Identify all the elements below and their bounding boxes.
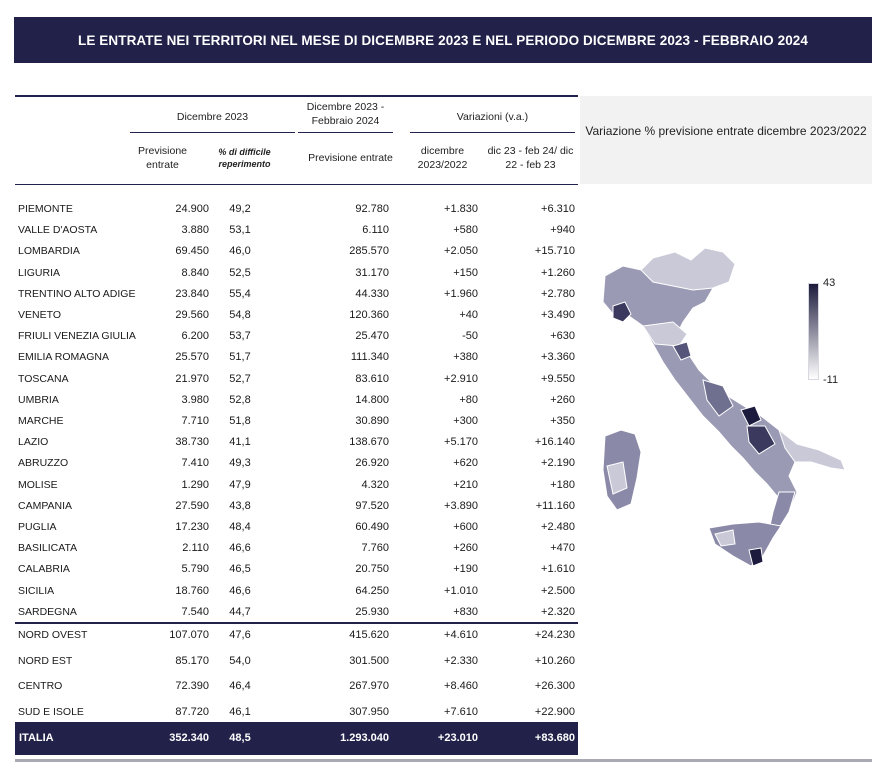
row-label: SUD E ISOLE [18,705,84,718]
row-prev-period: 26.920 [355,457,389,470]
row-label: FRIULI VENEZIA GIULIA [18,330,136,343]
map-legend-min: -11 [823,374,839,386]
row-prev-period: 6.110 [362,224,389,237]
row-prev: 107.070 [169,629,209,641]
row-label: CENTRO [18,680,63,692]
table-row [15,476,578,497]
row-var-dic: +620 [453,457,478,470]
table-row [15,264,578,285]
row-var-dic: -50 [462,330,478,343]
row-var-period: +2.190 [541,457,575,470]
total-label: ITALIA [19,732,54,744]
row-diff: 53,1 [229,224,251,237]
row-var-period: +22.900 [534,705,575,718]
table-row [15,370,578,391]
total-var-dic: +23.010 [437,732,478,744]
map-legend-scale [808,283,819,380]
header-underline-dic [130,132,295,133]
row-prev: 17.230 [175,521,209,533]
row-var-dic: +2.910 [444,372,478,385]
total-diff: 48,5 [229,732,251,744]
table-row [15,433,578,454]
row-var-period: +24.230 [534,629,575,641]
row-label: MARCHE [18,415,64,427]
row-prev-period: 25.470 [355,330,389,343]
row-prev-period: 111.340 [350,351,389,364]
row-prev: 38.730 [175,436,209,449]
header-bottom-rule [15,184,578,185]
row-prev: 29.560 [175,309,209,321]
row-diff: 46,5 [229,563,251,576]
row-var-dic: +7.610 [444,705,478,718]
table-row [15,412,578,433]
row-diff: 49,3 [229,457,251,470]
row-prev-period: 30.890 [355,415,389,427]
table-row [15,242,578,263]
row-prev: 69.450 [175,245,209,258]
row-prev: 8.840 [181,266,209,279]
row-var-dic: +40 [459,309,478,321]
row-prev: 7.410 [181,457,209,470]
row-prev-period: 64.250 [355,584,389,597]
total-var-period: +83.680 [534,732,575,744]
table-row [15,200,578,221]
row-prev: 2.110 [182,542,209,555]
row-var-period: +3.490 [541,309,575,321]
row-diff: 52,7 [229,372,251,385]
row-var-period: +10.260 [534,654,575,667]
row-label: NORD OVEST [18,629,88,641]
row-label: VALLE D'AOSTA [18,224,98,237]
table-row [15,539,578,560]
row-prev: 18.760 [175,584,209,597]
italy-choropleth-map [583,230,853,575]
row-prev-period: 415.620 [349,629,389,641]
table-row [15,497,578,518]
row-var-period: +2.780 [541,287,575,300]
row-label: TOSCANA [18,372,69,385]
row-label: UMBRIA [18,393,59,406]
row-diff: 44,7 [229,605,251,618]
table-top-rule [15,95,578,97]
row-label: CALABRIA [18,563,70,576]
row-prev: 7.710 [181,415,209,427]
row-var-dic: +1.960 [444,287,478,300]
row-prev-period: 267.970 [349,680,389,692]
row-var-period: +6.310 [541,203,575,215]
table-row [15,391,578,412]
row-diff: 47,9 [229,478,251,491]
row-prev-period: 83.610 [355,372,389,385]
row-label: ABRUZZO [18,457,69,470]
row-var-period: +630 [550,330,575,343]
row-prev-period: 4.320 [361,478,389,491]
header-underline-period [298,132,393,133]
map-legend-max: 43 [823,277,836,289]
map-title: Variazione % previsione entrate dicembre 2023/2022 [585,124,867,138]
row-prev-period: 7.760 [361,542,389,555]
row-var-period: +2.480 [541,521,575,533]
row-diff: 46,6 [229,584,251,597]
row-var-period: +1.610 [541,563,575,576]
row-var-period: +11.160 [535,499,575,512]
table-row [15,285,578,306]
table-row [15,221,578,242]
row-label: LIGURIA [18,266,61,279]
map-header-panel [580,96,872,184]
table-row [15,327,578,348]
row-var-dic: +5.170 [444,436,478,449]
row-var-dic: +210 [453,478,478,491]
total-row [15,722,578,755]
header-var-dic: dicembre 2023/2022 [417,145,468,171]
row-var-dic: +3.890 [444,499,478,512]
row-diff: 51,8 [229,415,251,427]
row-label: MOLISE [18,478,58,491]
row-label: SARDEGNA [18,605,77,618]
row-var-dic: +830 [453,605,478,618]
row-prev-period: 25.930 [355,605,389,618]
row-label: PUGLIA [18,521,57,533]
row-diff: 46,1 [229,705,251,718]
row-var-period: +940 [550,224,575,237]
table-row [15,652,578,673]
row-var-period: +16.140 [534,436,575,449]
row-var-period: +15.710 [534,245,575,258]
row-diff: 54,0 [229,654,251,667]
header-underline-var [410,132,575,133]
row-diff: 46,6 [229,542,251,555]
row-var-dic: +80 [459,393,478,406]
row-var-dic: +150 [453,266,478,279]
row-prev: 72.390 [175,680,209,692]
row-var-dic: +300 [453,415,478,427]
table-row [15,306,578,327]
row-var-dic: +1.830 [444,203,478,215]
row-diff: 51,7 [229,351,251,364]
row-label: PIEMONTE [18,203,73,215]
row-prev-period: 307.950 [349,705,389,718]
table-row [15,626,578,647]
row-prev: 1.290 [181,478,209,491]
header-difficile: % di difficile reperimento [218,147,271,169]
row-prev-period: 138.670 [349,436,389,449]
row-diff: 49,2 [229,203,251,215]
row-prev: 3.980 [181,393,209,406]
row-var-dic: +2.050 [444,245,478,258]
row-diff: 43,8 [229,499,251,512]
table-row [15,518,578,539]
row-prev: 5.790 [181,563,209,576]
header-previsione: Previsione entrate [137,145,188,171]
row-prev-period: 20.750 [355,563,389,576]
table-row [15,560,578,581]
row-diff: 54,8 [229,309,251,321]
row-prev: 87.720 [175,705,209,718]
total-prev-period: 1.293.040 [340,732,389,744]
row-var-dic: +1.010 [444,584,478,597]
row-label: SICILIA [18,584,55,597]
row-var-dic: +600 [453,521,478,533]
table-row [15,582,578,603]
row-label: CAMPANIA [18,499,73,512]
row-prev: 85.170 [175,654,209,667]
row-prev: 27.590 [175,499,209,512]
row-prev: 23.840 [175,287,209,300]
row-var-dic: +4.610 [444,629,478,641]
row-var-dic: +8.460 [444,680,478,692]
row-label: TRENTINO ALTO ADIGE [18,287,136,300]
row-prev: 24.900 [175,203,209,215]
row-var-period: +9.550 [541,372,575,385]
table-row [15,677,578,698]
bottom-rule [15,759,872,762]
row-label: VENETO [18,309,61,321]
row-diff: 47,6 [229,629,251,641]
header-variazioni: Variazioni (v.a.) [456,111,529,123]
row-prev-period: 301.500 [349,654,389,667]
row-var-dic: +2.330 [444,654,478,667]
row-var-period: +2.500 [541,584,575,597]
row-prev-period: 97.520 [355,499,389,512]
row-diff: 53,7 [229,330,251,343]
row-prev-period: 92.780 [355,203,389,215]
header-dicembre-2023: Dicembre 2023 [176,111,249,123]
row-diff: 52,8 [229,393,251,406]
row-var-period: +2.320 [541,605,575,618]
table-row [15,703,578,724]
area-separator [15,622,578,624]
row-diff: 48,4 [229,521,251,533]
row-var-period: +260 [550,393,575,406]
row-label: LAZIO [18,436,49,449]
row-var-period: +3.360 [541,351,575,364]
header-period: Dicembre 2023 - Febbraio 2024 [306,101,385,127]
row-diff: 55,4 [229,287,251,300]
row-var-dic: +190 [453,563,478,576]
row-prev-period: 285.570 [349,245,389,258]
report-title: LE ENTRATE NEI TERRITORI NEL MESE DI DICEMBRE 2023 E NEL PERIODO DICEMBRE 2023 - FEBBRAIO 2024 [14,17,872,63]
row-var-period: +350 [550,415,575,427]
row-var-dic: +580 [453,224,478,237]
row-prev-period: 60.490 [355,521,389,533]
header-var-period: dic 23 - feb 24/ dic 22 - feb 23 [487,145,574,171]
row-diff: 52,5 [229,266,251,279]
row-var-period: +1.260 [541,266,575,279]
row-prev: 7.540 [181,605,209,618]
row-diff: 41,1 [229,436,251,449]
row-var-period: +180 [550,478,575,491]
row-diff: 46,0 [229,245,251,258]
row-prev-period: 120.360 [349,309,389,321]
row-diff: 46,4 [229,680,251,692]
row-prev-period: 14.800 [355,393,389,406]
row-label: BASILICATA [18,542,78,555]
row-prev: 3.880 [181,224,209,237]
header-previsione-period: Previsione entrate [308,152,393,164]
row-label: NORD EST [18,654,73,667]
table-row [15,454,578,475]
total-prev: 352.340 [169,732,209,744]
row-prev: 6.200 [181,330,209,343]
row-var-period: +470 [550,542,575,555]
row-prev-period: 31.170 [355,266,389,279]
row-var-dic: +260 [453,542,478,555]
row-label: LOMBARDIA [18,245,80,258]
row-var-dic: +380 [453,351,478,364]
row-prev: 21.970 [175,372,209,385]
row-prev: 25.570 [175,351,209,364]
table-row [15,603,578,624]
table-row [15,348,578,369]
row-var-period: +26.300 [534,680,575,692]
row-label: EMILIA ROMAGNA [18,351,110,364]
row-prev-period: 44.330 [355,287,389,300]
